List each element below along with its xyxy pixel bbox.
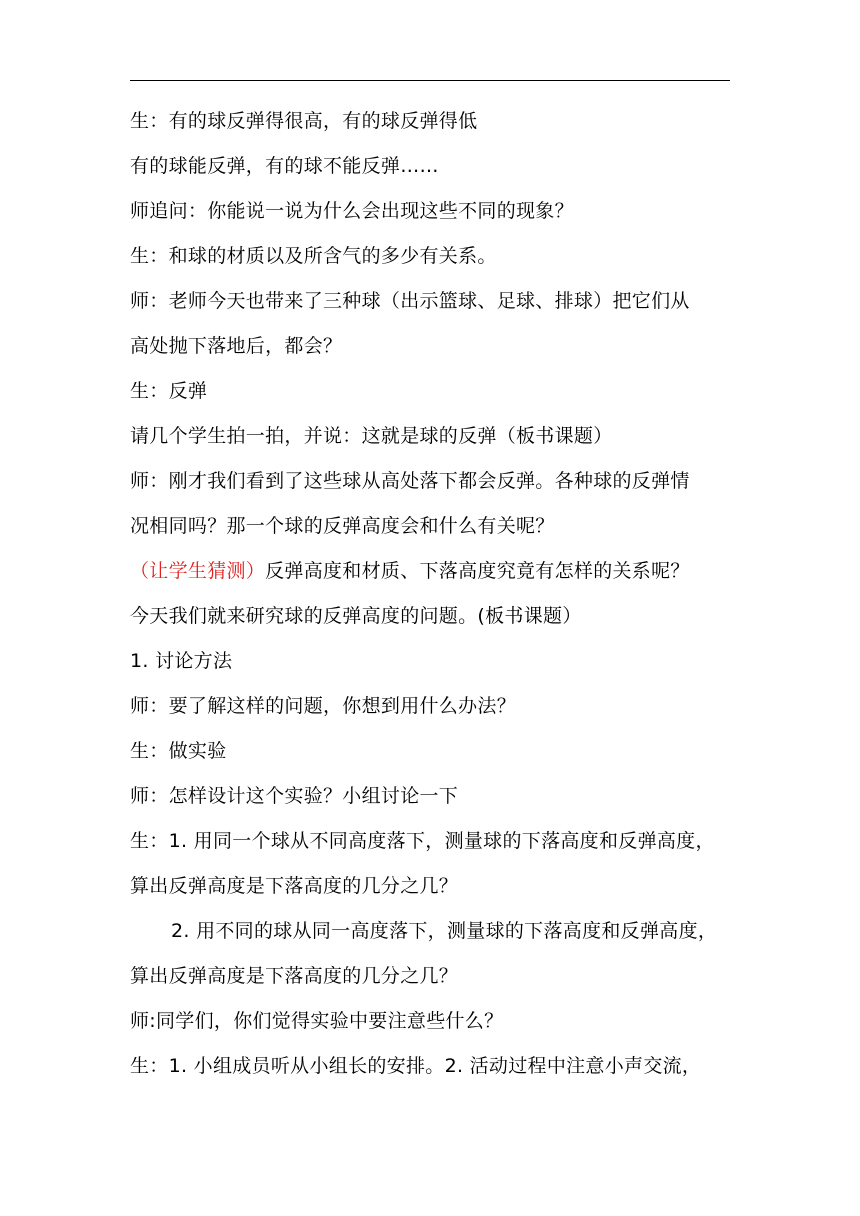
paragraph-line: 师：刚才我们看到了这些球从高处落下都会反弹。各种球的反弹情: [130, 470, 690, 492]
section-heading: 1. 讨论方法: [130, 650, 233, 672]
paragraph-line: 算出反弹高度是下落高度的几分之几？: [130, 875, 459, 897]
paragraph-line: 生：有的球反弹得很高，有的球反弹得低: [130, 110, 478, 132]
paragraph-line: 生：1. 用同一个球从不同高度落下，测量球的下落高度和反弹高度，: [130, 830, 715, 852]
paragraph-line: 师：怎样设计这个实验？小组讨论一下: [130, 785, 459, 807]
paragraph-line: 生：反弹: [130, 380, 208, 402]
paragraph-line: 生：做实验: [130, 740, 227, 762]
header-rule: [130, 80, 730, 81]
document-body: [130, 110, 730, 1100]
paragraph-line: 师:同学们，你们觉得实验中要注意些什么？: [130, 1010, 504, 1032]
paragraph-line: 师：要了解这样的问题，你想到用什么办法？: [130, 695, 517, 717]
highlight-line-rest: 反弹高度和材质、下落高度究竟有怎样的关系呢？: [265, 560, 690, 582]
paragraph-line: 请几个学生拍一拍，并说：这就是球的反弹（板书课题）: [130, 425, 613, 447]
paragraph-line: 有的球能反弹，有的球不能反弹……: [130, 155, 439, 177]
paragraph-line: 算出反弹高度是下落高度的几分之几？: [130, 965, 459, 987]
highlight-line: [130, 560, 730, 582]
paragraph-line: 师追问：你能说一说为什么会出现这些不同的现象？: [130, 200, 574, 222]
paragraph-line: 生：和球的材质以及所含气的多少有关系。: [130, 245, 497, 267]
paragraph-line: 况相同吗？那一个球的反弹高度会和什么有关呢？: [130, 515, 555, 537]
paragraph-line: 高处抛下落地后，都会？: [130, 335, 343, 357]
paragraph-line: 师：老师今天也带来了三种球（出示篮球、足球、排球）把它们从: [130, 290, 690, 312]
paragraph-line: 生：1. 小组成员听从小组长的安排。2. 活动过程中注意小声交流，: [130, 1055, 702, 1077]
teacher-note-red: （让学生猜测）: [130, 560, 266, 582]
paragraph-line: 2. 用不同的球从同一高度落下，测量球的下落高度和反弹高度，: [171, 920, 718, 942]
paragraph-line: 今天我们就来研究球的反弹高度的问题。(板书课题）: [130, 605, 582, 627]
